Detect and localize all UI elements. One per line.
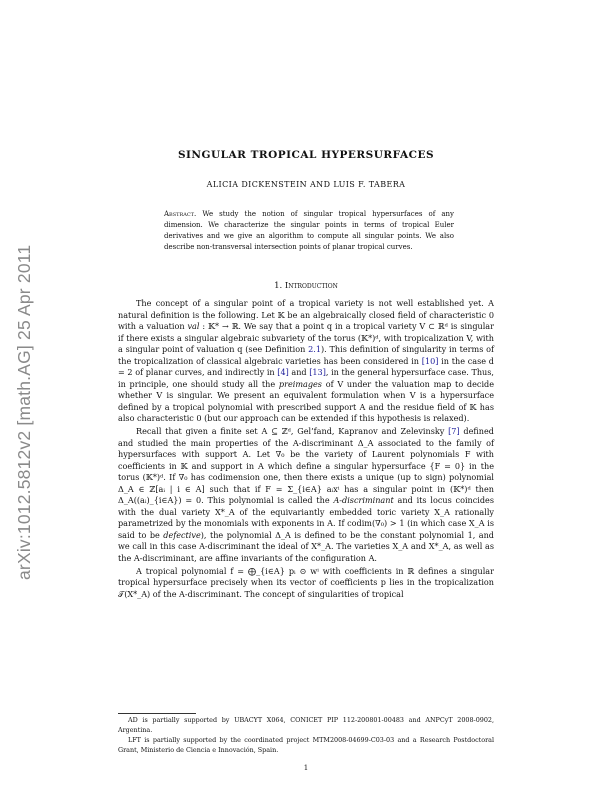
text-run: defined and studied the main properties of the A-discriminant Δ_A associated to the family of hypersurfaces with support A. Let ∇₀ be the variety of Laurent polynomials F with coefficients in 𝕂 and support in A which define a singular hypersurface {F = 0} in the torus (𝕂*)ᵈ. If ∇₀ has codimension one, then there exists a unique (up to sign) polynomial Δ_A ∈ ℤ[aᵢ | i ∈ A] such that if F = Σ_{i∈A} aᵢxⁱ has a singular point in (𝕂*)ᵈ then Δ_A((aᵢ)_{i∈A}) = 0. This polynomial is called the xyxy=(118,426,494,506)
abstract-label: Abstract. xyxy=(164,210,197,218)
footnote-1: AD is partially supported by UBACYT X064, CONICET PIP 112-200801-00483 and ANPCyT 2008-0902, Argentina. xyxy=(118,716,494,734)
text-run: ), the polynomial Δ_A is defined to be the constant polynomial 1, and we call in this case A-discriminant the ideal of X*_A. The varieties X_A and X*_A, as well as the A-discriminant, are affine invariants of the configuration A. xyxy=(118,529,494,564)
ref-definition-2-1[interactable]: 2.1 xyxy=(308,344,322,355)
paragraph-1 xyxy=(118,298,494,425)
emphasis-a-discriminant: A-discriminant xyxy=(333,495,394,506)
section-heading xyxy=(0,281,612,291)
text-run: , in the general hypersurface case. Thus, in principle, one should study all the xyxy=(118,367,494,389)
footnote-2: LFT is partially supported by the coordinated project MTM2008-04699-C03-03 and a Research Postdoctoral Grant, Ministerio de Ciencia e Innovación, Spain. xyxy=(118,736,494,754)
citation-13[interactable]: [13] xyxy=(309,367,326,378)
body-text xyxy=(118,298,494,600)
section-title: Introduction xyxy=(284,281,338,291)
text-run: : 𝕂* → ℝ. We say that a point q in a tropical variety V ⊂ ℝᵈ is singular if there exists a singular algebraic subvariety of the torus (𝕂*)ᵈ, with tropicalization V, with a singular point of valuation q (see Definition xyxy=(118,321,495,355)
text-run: and xyxy=(288,367,310,378)
text-run: of V under the valuation map to decide whether V is singular. We present an equivalent formulation when V is a hypersurface defined by a tropical polynomial with prescribed support A and the residue field of 𝕂 has also characteristic 0 (but our approach can be extended if this hypothesis is relaxed). xyxy=(118,378,494,424)
text-run: in the case d = 2 of planar curves, and indirectly in xyxy=(118,355,494,378)
math-val: val xyxy=(187,321,200,332)
citation-4[interactable]: [4] xyxy=(277,367,289,378)
citation-7[interactable]: [7] xyxy=(448,426,460,437)
paper-title: SINGULAR TROPICAL HYPERSURFACES xyxy=(177,149,435,161)
text-run: and its locus coincides with the dual variety X*_A of the equivariantly embedded toric variety X_A rationally parametrized by the monomials with exponents in A. If codim(∇₀) > 1 (in which case X_A is said to be xyxy=(118,495,495,540)
citation-10[interactable]: [10] xyxy=(421,355,439,366)
text-run: The concept of a singular point of a tropical variety is not well established yet. A natural definition is the following. Let 𝕂 be an algebraically closed field of characteristic 0 with a valuation xyxy=(118,298,494,332)
emphasis-preimages: preimages xyxy=(278,378,322,389)
footnote-divider xyxy=(118,713,196,714)
section-number: 1. xyxy=(274,281,283,291)
text-run: Recall that given a finite set A ⊆ ℤᵈ, Gel’fand, Kapranov and Zelevinsky xyxy=(136,426,449,437)
abstract-text: We study the notion of singular tropical hypersurfaces of any dimension. We characterize the singular points in terms of tropical Euler derivatives and we give an algorithm to compute all singular points. We also describe non-transversal intersection points of planar tropical curves. xyxy=(164,210,454,251)
footnotes xyxy=(118,716,494,755)
text-run: ). This definition of singularity in terms of the tropicalization of classical algebraic varieties has been considered in xyxy=(118,344,495,366)
paragraph-3: A tropical polynomial f = ⨁_{i∈A} pᵢ ⊙ wⁱ with coefficients in ℝ defines a singular tropical hypersurface precisely when its vector of coefficients p lies in the tropicalization 𝒯(X*_A) of the A-discriminant. The concept of singularities of tropical xyxy=(118,565,494,599)
arxiv-id-text: arXiv:1012.5812v2 [math.AG] 25 Apr 2011 xyxy=(14,244,34,580)
paper-authors: ALICIA DICKENSTEIN AND LUIS F. TABERA xyxy=(206,180,406,189)
abstract xyxy=(164,209,454,253)
emphasis-defective: defective xyxy=(163,529,201,540)
page-number: 1 xyxy=(303,764,309,772)
paragraph-2 xyxy=(118,426,494,565)
